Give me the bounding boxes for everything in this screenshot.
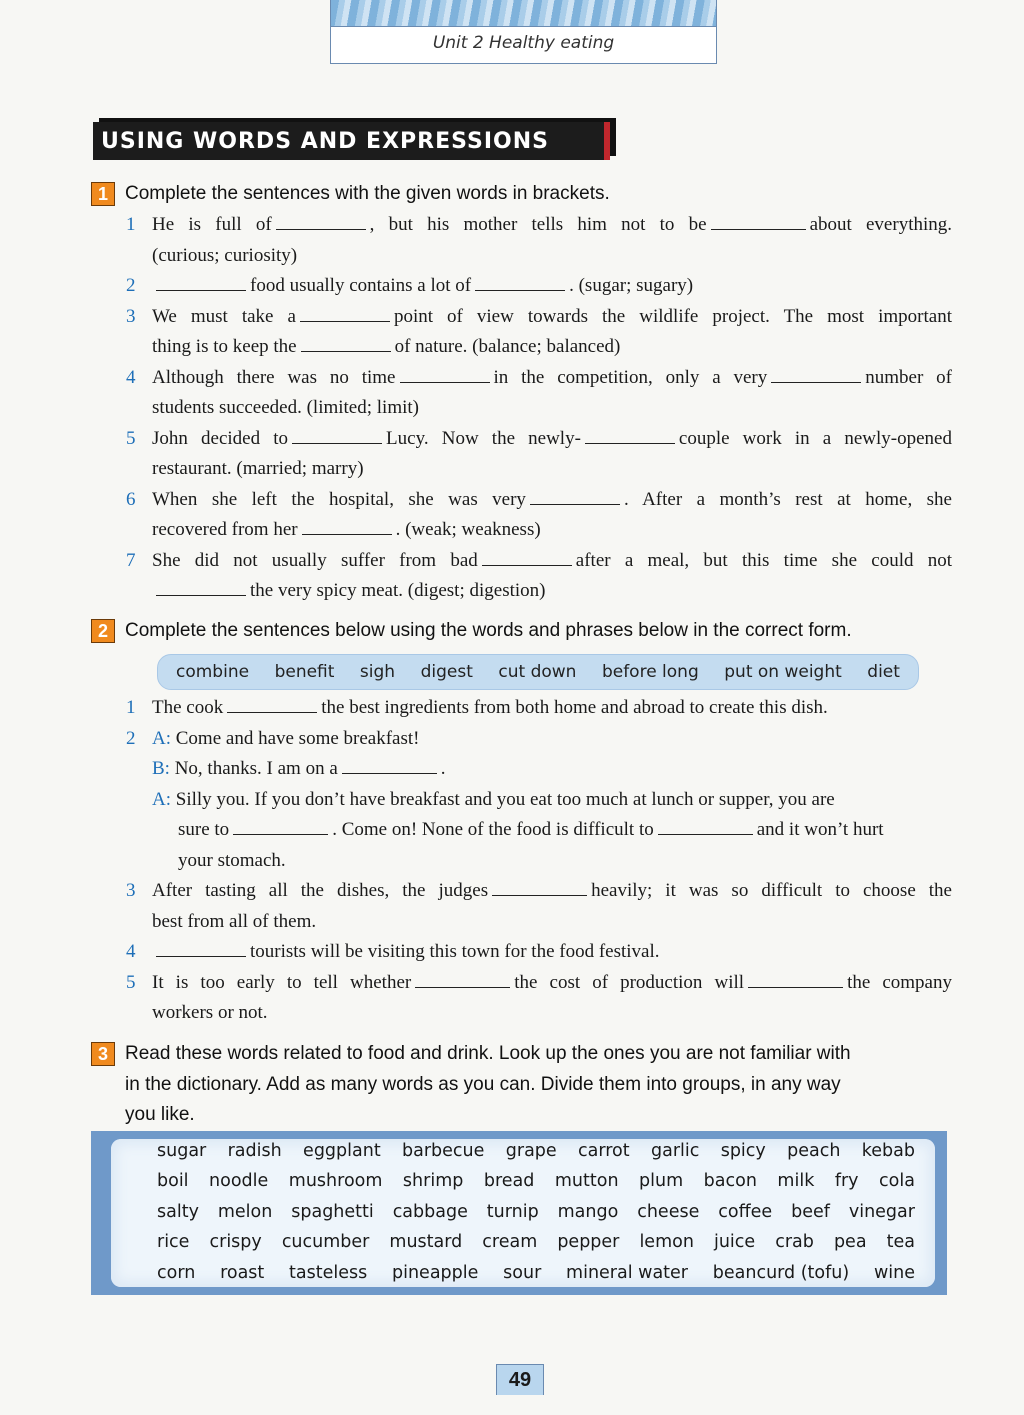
word-bank <box>157 654 919 690</box>
exercise-number-badge: 3 <box>91 1042 115 1066</box>
answer-blank[interactable] <box>585 426 675 444</box>
list-item: 5 It is too early to tell whether the cost of production will the company <box>126 971 952 993</box>
word-bank-item: cut down <box>498 662 577 682</box>
answer-blank[interactable] <box>400 365 490 383</box>
list-item: 3 After tasting all the dishes, the judges heavily; it was so difficult to choose the <box>126 880 952 901</box>
list-item: 7 She did not usually suffer from bad after a meal, but this time she could not <box>126 549 952 571</box>
unit-label: Unit 2 Healthy eating <box>432 33 615 53</box>
exercise-2-heading <box>91 619 852 647</box>
list-item: 3 We must take a point of view towards the wildlife project. The most important <box>126 305 952 327</box>
list-item: 4 Although there was no time in the competition, only a very number of <box>126 366 952 388</box>
word-bank-item: put on weight <box>724 662 842 682</box>
answer-blank[interactable] <box>482 548 572 566</box>
answer-blank[interactable] <box>492 878 587 896</box>
answer-blank[interactable] <box>530 487 620 505</box>
unit-header <box>330 0 717 64</box>
page-number: 49 <box>496 1364 544 1395</box>
answer-blank[interactable] <box>156 939 246 957</box>
answer-blank[interactable] <box>301 334 391 352</box>
list-item: 1 The cook the best ingredients from both home and abroad to create this dish. <box>126 697 828 718</box>
list-item: 4 tourists will be visiting this town for the food festival. <box>126 941 660 962</box>
word-bank-item: digest <box>420 662 473 682</box>
header-decoration <box>331 0 716 27</box>
food-word-row: rice crispy cucumber mustard cream pepper lemon juice crab pea tea <box>157 1232 915 1252</box>
exercise-1-heading <box>91 182 610 210</box>
list-item: 1 He is full of , but his mother tells him not to be about everything. <box>126 214 952 235</box>
answer-blank[interactable] <box>156 578 246 596</box>
section-banner <box>93 122 610 160</box>
answer-blank[interactable] <box>233 817 328 835</box>
answer-blank[interactable] <box>342 756 437 774</box>
exercise-number-badge: 1 <box>91 182 115 206</box>
food-word-row: corn roast tasteless pineapple sour mineral water beancurd (tofu) wine <box>157 1263 915 1283</box>
answer-blank[interactable] <box>415 970 510 988</box>
word-bank-item: benefit <box>274 662 335 682</box>
list-item: 5 John decided to Lucy. Now the newly- couple work in a newly-opened <box>126 427 952 449</box>
answer-blank[interactable] <box>156 273 246 291</box>
exercise-instruction: Read these words related to food and drink. Look up the ones you are not familiar with in the dictionary. Add as many words as you can. Divide them into groups, in any way you like. <box>125 1043 851 1125</box>
word-bank-item: before long <box>601 662 699 682</box>
food-word-row: boil noodle mushroom shrimp bread mutton plum bacon milk fry cola <box>157 1171 915 1191</box>
section-title: USING WORDS AND EXPRESSIONS <box>101 128 549 154</box>
word-bank-item: combine <box>176 662 250 682</box>
answer-blank[interactable] <box>658 817 753 835</box>
exercise-2-items: 1 The cook the best ingredients from both home and abroad to create this dish. 2 A: Come and have some breakfast! B: No, thanks. I am on a . A: Silly you. If you don’t have breakfast and you eat too much at lunch or supper, you are sure to . Come on! None of the food is difficult to and it won’t hurt your stomach. 3 After tasting all the dishes, the judges heavily; it was so difficult to choose the best from all of them. 4 tourists will be visiting this town for the food festival. 5 It is too early to tell whether the cost of production will the company workers or not. <box>126 693 952 1029</box>
exercise-number-badge: 2 <box>91 619 115 643</box>
food-word-panel <box>91 1131 947 1295</box>
exercise-instruction: Complete the sentences with the given words in brackets. <box>125 183 610 204</box>
exercise-instruction: Complete the sentences below using the words and phrases below in the correct form. <box>125 620 852 641</box>
answer-blank[interactable] <box>227 695 317 713</box>
answer-blank[interactable] <box>771 365 861 383</box>
answer-blank[interactable] <box>292 426 382 444</box>
answer-blank[interactable] <box>300 304 390 322</box>
answer-blank[interactable] <box>748 970 843 988</box>
food-word-row: sugar radish eggplant barbecue grape carrot garlic spicy peach kebab <box>157 1141 915 1161</box>
answer-blank[interactable] <box>302 517 392 535</box>
answer-blank[interactable] <box>475 273 565 291</box>
food-word-row: salty melon spaghetti cabbage turnip mango cheese coffee beef vinegar <box>157 1202 915 1222</box>
word-bank-item: sigh <box>359 662 396 682</box>
list-item: 6 When she left the hospital, she was very . After a month’s rest at home, she <box>126 488 952 510</box>
list-item: 2 A: Come and have some breakfast! <box>126 727 420 749</box>
exercise-3-heading <box>91 1042 851 1131</box>
exercise-1-items: 1 He is full of , but his mother tells him not to be about everything. (curious; curiosity) 2 food usually contains a lot of . (sugar; sugary) 3 We must take a point of view towards the wildlife project. The most important thing is to keep the of nature. (balance; balanced) 4 Although there was no time in the competition, only a very number of students succeeded. (limited; limit) 5 John decided to Lucy. Now the newly- couple work in a newly-opened restaurant. (married; marry) 6 When she left the hospital, she was very . After a month’s rest at home, she recovered from her . (weak; weakness) 7 She did not usually suffer from bad after a meal, but this time she could not the very spicy meat. (digest; digestion) <box>126 210 952 607</box>
list-item: 2 food usually contains a lot of . (sugar; sugary) <box>126 275 694 296</box>
answer-blank[interactable] <box>711 212 806 230</box>
word-bank-item: diet <box>867 662 900 682</box>
answer-blank[interactable] <box>276 212 366 230</box>
